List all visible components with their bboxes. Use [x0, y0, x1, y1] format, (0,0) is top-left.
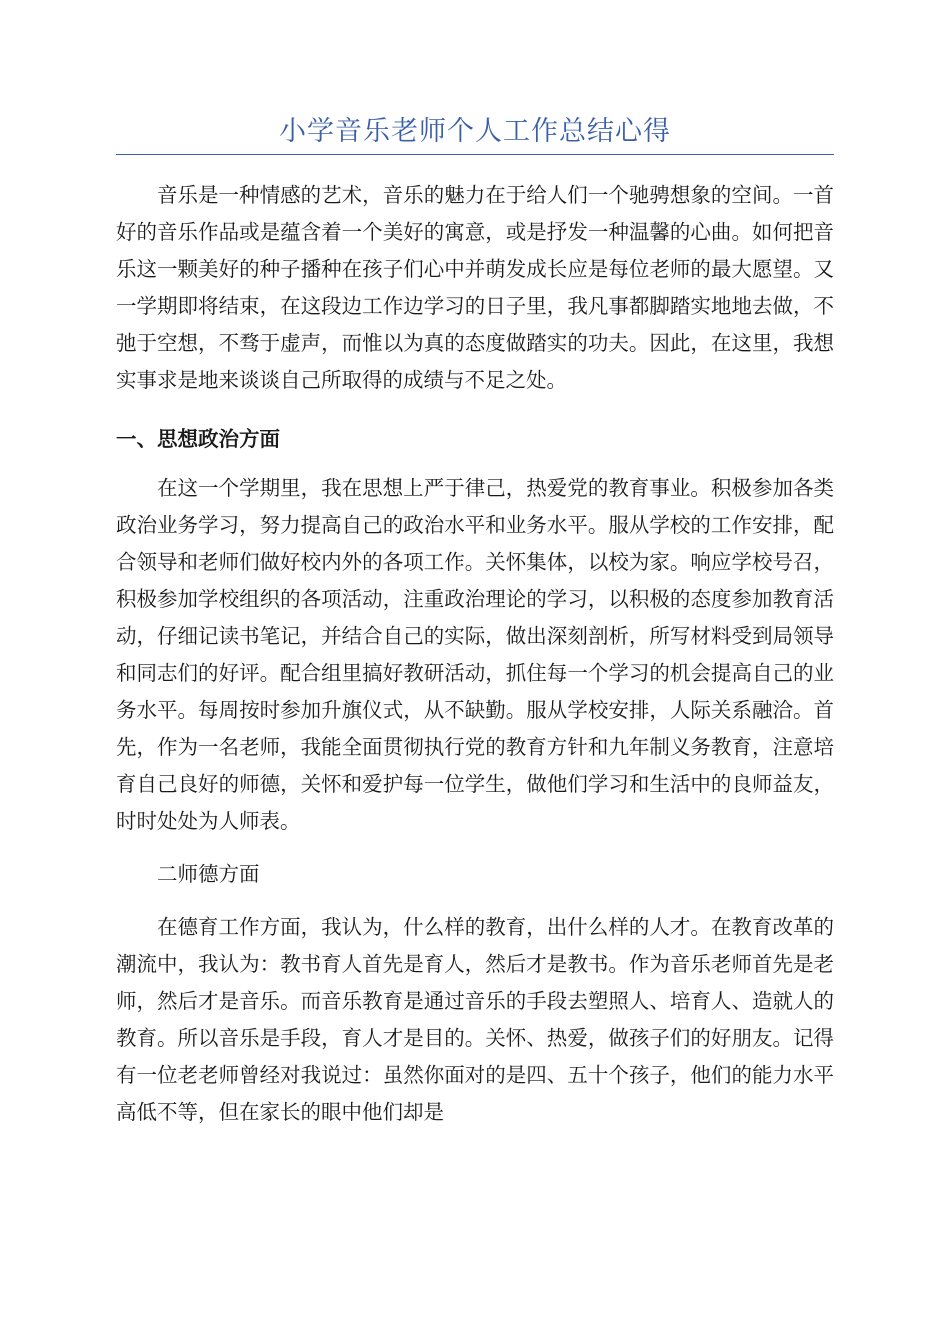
section-2-heading: 二师德方面	[157, 862, 260, 886]
section-1-heading: 一、思想政治方面	[116, 427, 280, 451]
intro-paragraph: 音乐是一种情感的艺术，音乐的魅力在于给人们一个驰骋想象的空间。一首好的音乐作品或是蕴含着一个美好的寓意，或是抒发一种温馨的心曲。如何把音乐这一颗美好的种子播种在孩子们心中并萌发成长应是每位老师的最大愿望。又一学期即将结束，在这段边工作边学习的日子里，我凡事都脚踏实地地去做，不弛于空想，不骛于虚声，而惟以为真的态度做踏实的功夫。因此，在这里，我想实事求是地来谈谈自己所取得的成绩与不足之处。	[116, 183, 834, 392]
section-2-paragraph: 在德育工作方面，我认为，什么样的教育，出什么样的人才。在教育改革的潮流中，我认为：教书育人首先是育人，然后才是教书。作为音乐老师首先是老师，然后才是音乐。而音乐教育是通过音乐的手段去塑照人、培育人、造就人的教育。所以音乐是手段，育人才是目的。关怀、热爱，做孩子们的好朋友。记得有一位老老师曾经对我说过：虽然你面对的是四、五十个孩子，他们的能力水平高低不等，但在家长的眼中他们却是	[116, 915, 834, 1124]
section-1-paragraph: 在这一个学期里，我在思想上严于律己，热爱党的教育事业。积极参加各类政治业务学习，努力提高自己的政治水平和业务水平。服从学校的工作安排，配合领导和老师们做好校内外的各项工作。关怀集体，以校为家。响应学校号召，积极参加学校组织的各项活动，注重政治理论的学习，以积极的态度参加教育活动，仔细记读书笔记，并结合自己的实际，做出深刻剖析，所写材料受到局领导和同志们的好评。配合组里搞好教研活动，抓住每一个学习的机会提高自己的业务水平。每周按时参加升旗仪式，从不缺勤。服从学校安排，人际关系融洽。首先，作为一名老师，我能全面贯彻执行党的教育方针和九年制义务教育，注意培育自己良好的师德，关怀和爱护每一位学生，做他们学习和生活中的良师益友，时时处处为人师表。	[116, 476, 834, 833]
document-title: 小学音乐老师个人工作总结心得	[116, 112, 834, 155]
